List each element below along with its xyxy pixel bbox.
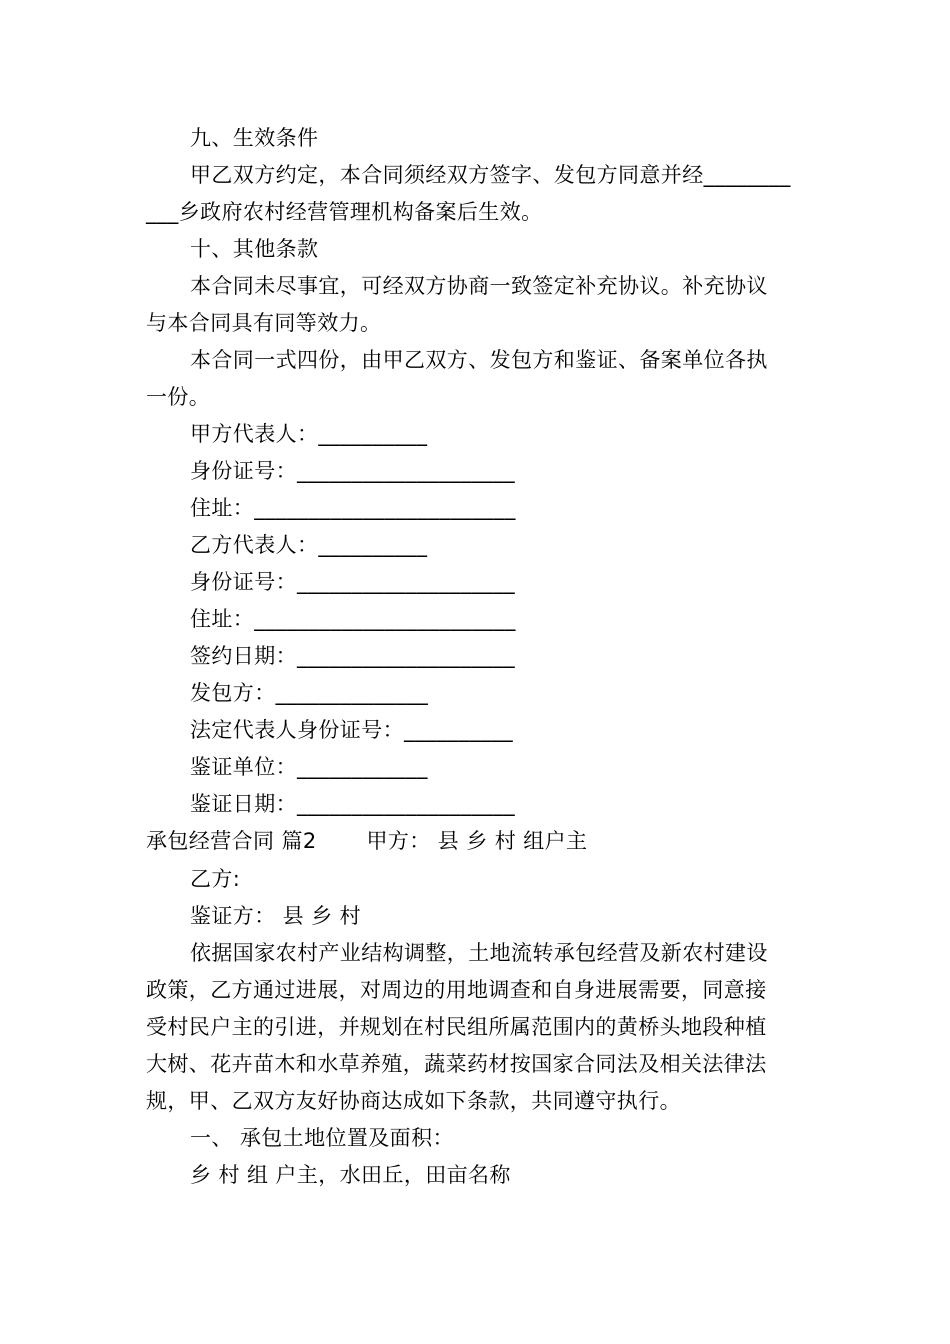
verification-unit-field: 鉴证单位：____________ bbox=[190, 755, 428, 779]
paragraph-line: 政策，乙方通过进展，对周边的用地调查和自身进展需要，同意接 bbox=[146, 978, 767, 1002]
paragraph-line: 乡 村 组 户主，水田丘，田亩名称 bbox=[190, 1163, 511, 1187]
signing-date-field: 签约日期：____________________ bbox=[190, 644, 515, 668]
party-b-line: 乙方: bbox=[190, 867, 241, 891]
paragraph-line: 与本合同具有同等效力。 bbox=[146, 311, 382, 335]
paragraph-line: 规，甲、乙双方友好协商达成如下条款，共同遵守执行。 bbox=[146, 1089, 681, 1113]
party-a-id-number-field: 身份证号：____________________ bbox=[190, 459, 515, 483]
party-a-address-field: 住址：________________________ bbox=[190, 496, 516, 520]
paragraph-line: 依据国家农村产业结构调整，土地流转承包经营及新农村建设 bbox=[190, 941, 768, 965]
paragraph-line: 本合同未尽事宜，可经双方协商一致签定补充协议。补充协议 bbox=[190, 274, 768, 298]
party-b-id-number-field: 身份证号：____________________ bbox=[190, 570, 515, 594]
party-b-address-field: 住址：________________________ bbox=[190, 607, 516, 631]
paragraph-line: 大树、花卉苗木和水草养殖，蔬菜药材按国家合同法及相关法律法 bbox=[146, 1052, 767, 1076]
party-b-representative-field: 乙方代表人：__________ bbox=[190, 533, 428, 557]
contract-title-article-2: 承包经营合同 篇2 甲方： 县 乡 村 组户主 bbox=[146, 829, 588, 853]
paragraph-line: ___乡政府农村经营管理机构备案后生效。 bbox=[146, 200, 543, 224]
verification-date-field: 鉴证日期：____________________ bbox=[190, 792, 515, 816]
paragraph-line: 甲乙双方约定，本合同须经双方签字、发包方同意并经________ bbox=[190, 163, 791, 187]
verifier-line: 鉴证方： 县 乡 村 bbox=[190, 904, 362, 928]
paragraph-line: 一份。 bbox=[146, 385, 211, 409]
legal-rep-id-field: 法定代表人身份证号：__________ bbox=[190, 718, 513, 742]
paragraph-line: 本合同一式四份，由甲乙双方、发包方和鉴证、备案单位各执 bbox=[190, 348, 768, 372]
section-heading-effective-conditions: 九、生效条件 bbox=[190, 126, 319, 150]
section-heading-land-location: 一、 承包土地位置及面积： bbox=[190, 1126, 454, 1150]
party-a-representative-field: 甲方代表人：__________ bbox=[190, 422, 428, 446]
section-heading-other-terms: 十、其他条款 bbox=[190, 237, 319, 261]
paragraph-line: 受村民户主的引进，并规划在村民组所属范围内的黄桥头地段种植 bbox=[146, 1015, 767, 1039]
contractor-field: 发包方：______________ bbox=[190, 681, 429, 705]
